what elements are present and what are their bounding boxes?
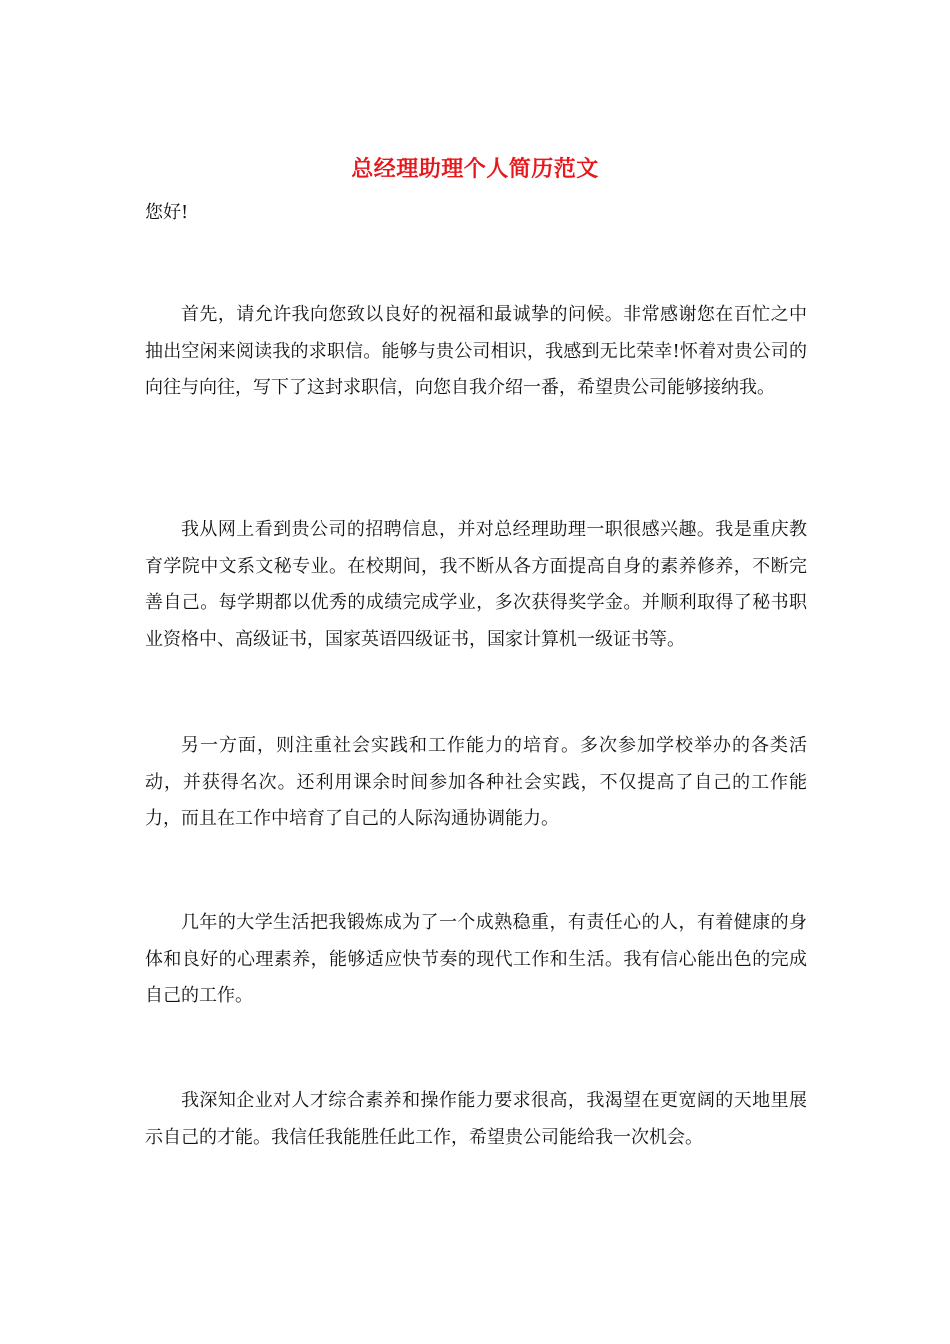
paragraph: 另一方面，则注重社会实践和工作能力的培育。多次参加学校举办的各类活动，并获得名次。还利用课余时间参加各种社会实践，不仅提高了自己的工作能力，而且在工作中培育了自己的人际沟通协调能力。 — [145, 735, 807, 829]
paragraph: 我深知企业对人才综合素养和操作能力要求很高，我渴望在更宽阔的天地里展示自己的才能。我信任我能胜任此工作，希望贵公司能给我一次机会。 — [145, 1090, 807, 1148]
paragraph: 首先，请允许我向您致以良好的祝福和最诚挚的问候。非常感谢您在百忙之中抽出空闲来阅读我的求职信。能够与贵公司相识，我感到无比荣幸!怀着对贵公司的向往与向往，写下了这封求职信，向您自我介绍一番，希望贵公司能够接纳我。 — [145, 304, 807, 398]
paragraph: 我从网上看到贵公司的招聘信息，并对总经理助理一职很感兴趣。我是重庆教育学院中文系文秘专业。在校期间，我不断从各方面提高自身的素养修养，不断完善自己。每学期都以优秀的成绩完成学业，多次获得奖学金。并顺利取得了秘书职业资格中、高级证书，国家英语四级证书，国家计算机一级证书等。 — [145, 519, 807, 650]
greeting: 您好! — [145, 202, 189, 223]
document-title: 总经理助理个人简历范文 — [351, 156, 599, 182]
paragraph: 几年的大学生活把我锻炼成为了一个成熟稳重，有责任心的人，有着健康的身体和良好的心理素养，能够适应快节奏的现代工作和生活。我有信心能出色的完成自己的工作。 — [145, 912, 807, 1006]
